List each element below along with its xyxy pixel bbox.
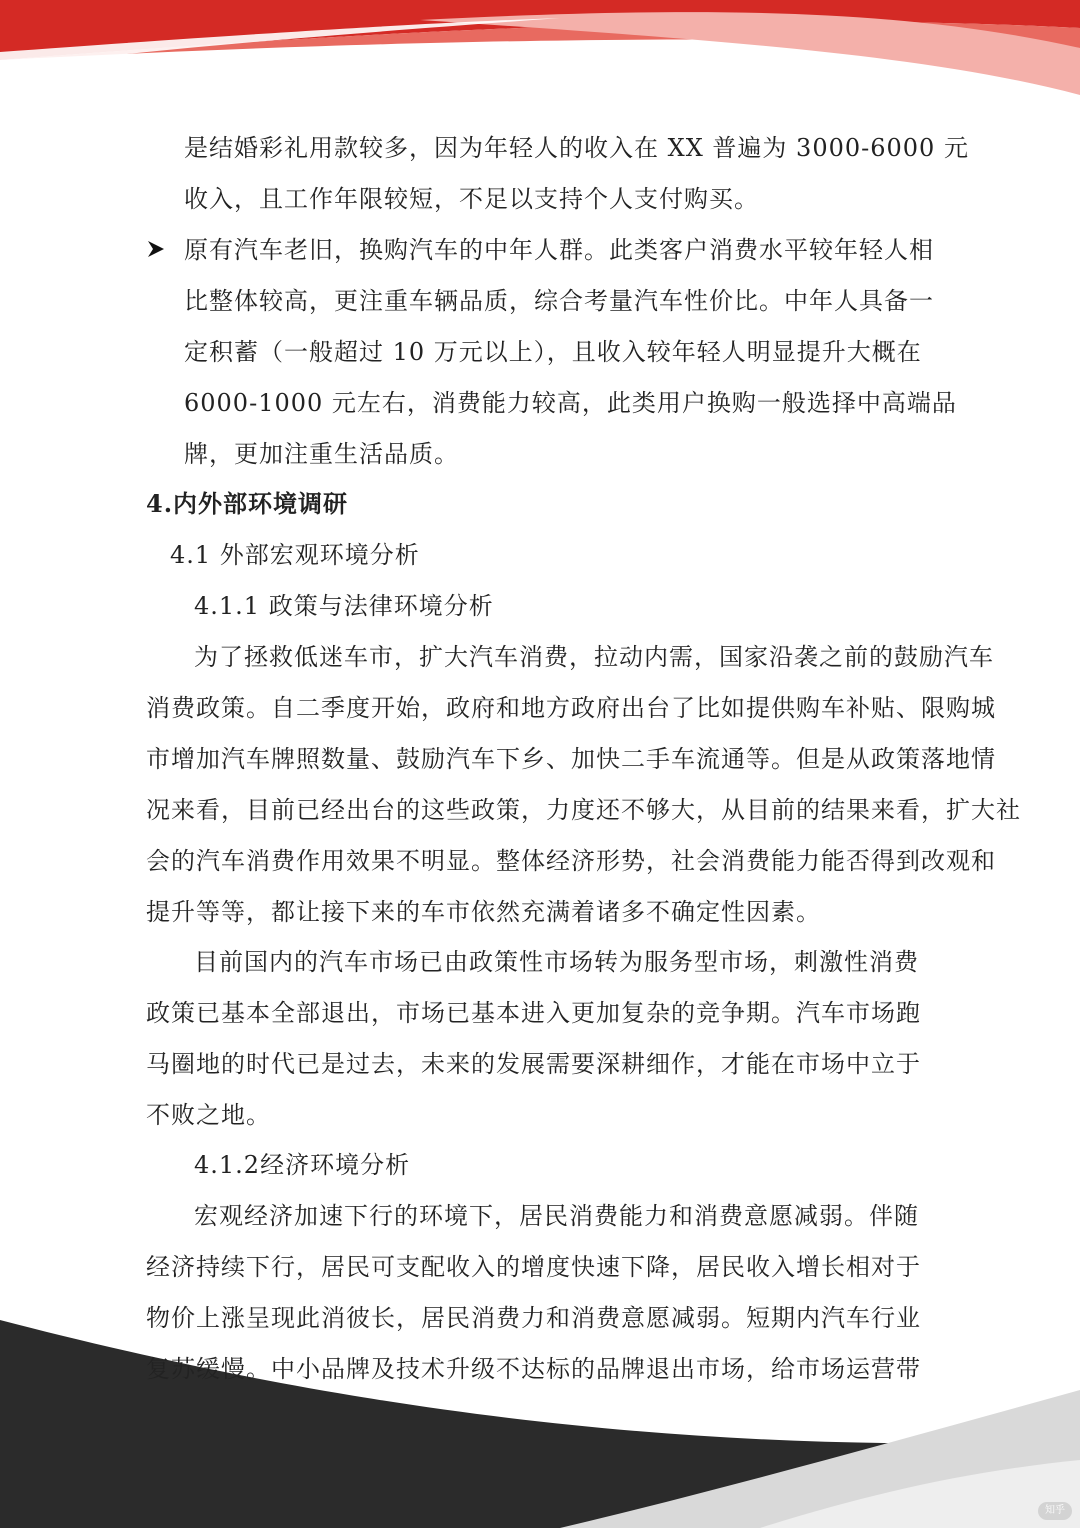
text-line: 收入，且工作年限较短，不足以支持个人支付购买。 [184,185,759,213]
paragraph-line: 马圈地的时代已是过去，未来的发展需要深耕细作，才能在市场中立于 [146,1050,921,1078]
paragraph-line: 复苏缓慢。中小品牌及技术升级不达标的品牌退出市场，给市场运营带 [146,1355,921,1383]
paragraph-line: 消费政策。自二季度开始，政府和地方政府出台了比如提供购车补贴、限购城 [146,694,996,722]
arrow-bullet-icon [146,239,166,259]
paragraph-line: 政策已基本全部退出，市场已基本进入更加复杂的竞争期。汽车市场跑 [146,999,921,1027]
watermark-badge: 知乎 [1038,1502,1072,1520]
text-line: 定积蓄（一般超过 10 万元以上），且收入较年轻人明显提升大概在 [184,338,922,366]
paragraph-line: 目前国内的汽车市场已由政策性市场转为服务型市场，刺激性消费 [194,948,919,976]
paragraph-line: 市增加汽车牌照数量、鼓励汽车下乡、加快二手车流通等。但是从政策落地情 [146,745,996,773]
paragraph-line: 经济持续下行，居民可支配收入的增度快速下降，居民收入增长相对于 [146,1253,921,1281]
paragraph-line: 会的汽车消费作用效果不明显。整体经济形势，社会消费能力能否得到改观和 [146,847,996,875]
text-line: 是结婚彩礼用款较多，因为年轻人的收入在 XX 普遍为 3000-6000 元 [184,134,969,162]
paragraph-line: 况来看，目前已经出台的这些政策，力度还不够大，从目前的结果来看，扩大社 [146,796,1021,824]
subsection-heading: 4.1 外部宏观环境分析 [170,541,420,569]
subsubsection-heading: 4.1.1 政策与法律环境分析 [194,592,494,620]
paragraph-line: 不败之地。 [146,1101,271,1129]
top-red-wave-decoration [0,0,1080,110]
text-line: 比整体较高，更注重车辆品质，综合考量汽车性价比。中年人具备一 [184,287,934,315]
paragraph-line: 为了拯救低迷车市，扩大汽车消费，拉动内需，国家沿袭之前的鼓励汽车 [194,643,994,671]
paragraph-line: 提升等等，都让接下来的车市依然充满着诸多不确定性因素。 [146,898,821,926]
paragraph-line: 物价上涨呈现此消彼长，居民消费力和消费意愿减弱。短期内汽车行业 [146,1304,921,1332]
paragraph-line: 宏观经济加速下行的环境下，居民消费能力和消费意愿减弱。伴随 [194,1202,919,1230]
text-line: 牌，更加注重生活品质。 [184,440,459,468]
text-line: 原有汽车老旧，换购汽车的中年人群。此类客户消费水平较年轻人相 [184,236,934,264]
subsubsection-heading: 4.1.2经济环境分析 [194,1151,411,1179]
text-line: 6000-1000 元左右，消费能力较高，此类用户换购一般选择中高端品 [184,389,957,417]
section-heading: 4.内外部环境调研 [146,489,349,518]
